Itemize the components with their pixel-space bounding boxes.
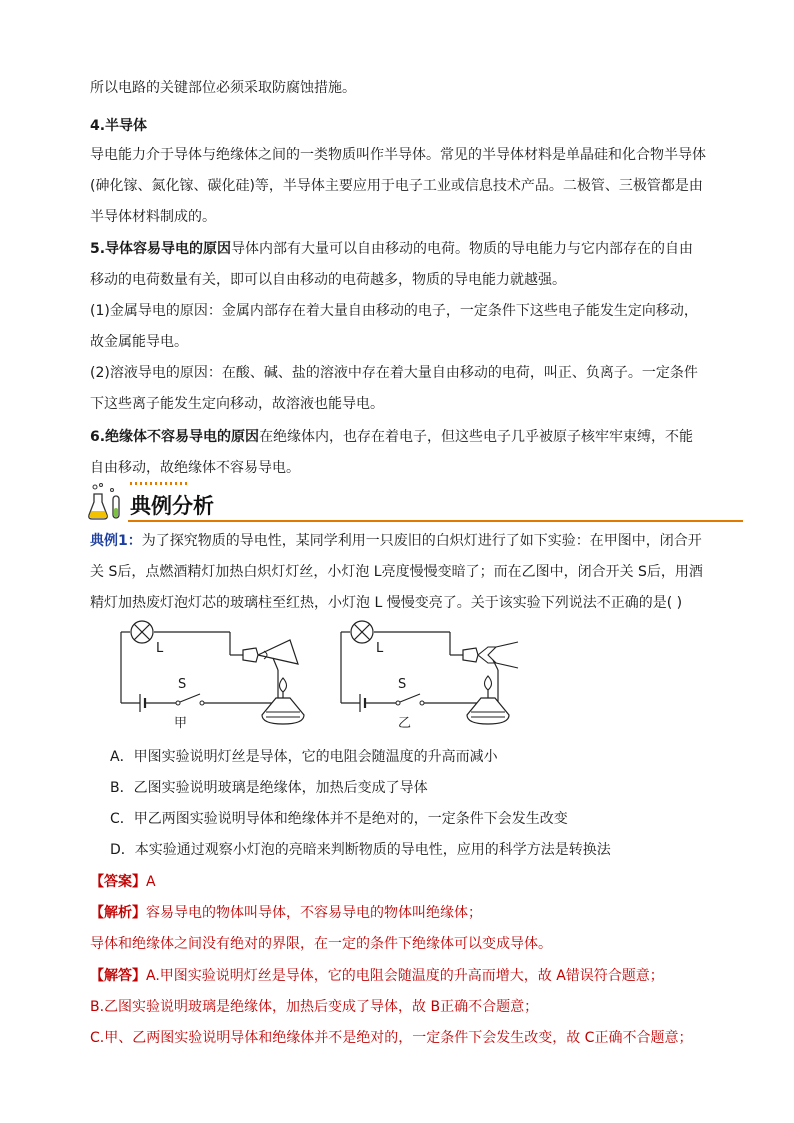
option-a: A．甲图实验说明灯丝是导体，它的电阻会随温度的升高而减小	[110, 749, 498, 765]
section-5-sub-2-line-2: 下这些离子能发生定向移动，故溶液也能导电。	[90, 396, 384, 412]
example-line-2: 关 S后，点燃酒精灯加热白炽灯灯丝，小灯泡 L亮度慢慢变暗了；而在乙图中，闭合开关 S后，用酒	[90, 564, 703, 580]
section-5-sub-2-line-1: (2)溶液导电的原因：在酸、碱、盐的溶液中存在着大量自由移动的电荷，叫正、负离子。一定条件	[90, 365, 698, 381]
analysis-line-2: 导体和绝缘体之间没有绝对的界限，在一定的条件下绝缘体可以变成导体。	[90, 936, 552, 952]
switch-icon	[180, 694, 200, 702]
solution-line-3: C.甲、乙两图实验说明导体和绝缘体并不是绝对的，一定条件下会发生改变，故 C正确不合题意；	[90, 1030, 693, 1046]
section-5-sub-1-line-2: 故金属能导电。	[90, 334, 188, 350]
option-c: C．甲乙两图实验说明导体和绝缘体并不是绝对的，一定条件下会发生改变	[110, 811, 568, 827]
figure-caption-left: 甲	[174, 716, 188, 731]
section-6-heading: 6.绝缘体不容易导电的原因	[90, 429, 260, 445]
section-5-heading: 5.导体容易导电的原因	[90, 241, 232, 257]
circuit-diagram-left	[118, 620, 323, 735]
section-6-line-2: 自由移动，故绝缘体不容易导电。	[90, 460, 300, 476]
banner-rule	[128, 520, 743, 522]
figure-caption-right: 乙	[398, 716, 412, 731]
section-4-line-3: 半导体材料制成的。	[90, 209, 216, 225]
lamp-label-right: L	[376, 641, 384, 656]
answer-value: A	[146, 874, 156, 890]
section-4-line-2: (砷化镓、氮化镓、碳化硅)等，半导体主要应用于电子工业或信息技术产品。二极管、三极管都是由	[90, 178, 703, 194]
alcohol-lamp-icon	[262, 698, 304, 724]
example-line-1	[90, 531, 702, 551]
example-label: 典例1：	[90, 533, 142, 549]
solution-text: A.甲图实验说明灯丝是导体，它的电阻会随温度的升高而增大，故 A错误符合题意；	[146, 968, 664, 984]
intro-line: 所以电路的关键部位必须采取防腐蚀措施。	[90, 80, 356, 96]
section-6-text: 在绝缘体内，也存在着电子，但这些电子几乎被原子核牢牢束缚，不能	[259, 429, 694, 445]
solution-line-2: B.乙图实验说明玻璃是绝缘体，加热后变成了导体，故 B正确不合题意；	[90, 999, 539, 1015]
section-4-line-1: 导电能力介于导体与绝缘体之间的一类物质叫作半导体。常见的半导体材料是单晶硅和化合物半导体	[90, 147, 706, 163]
flame-icon	[280, 678, 287, 692]
section-4-heading: 4.半导体	[90, 118, 148, 134]
section-5-line-1	[90, 239, 693, 259]
section-5-line-2: 移动的电荷数量有关，即可以自由移动的电荷越多，物质的导电能力就越强。	[90, 272, 566, 288]
analysis-line-1	[90, 903, 482, 923]
switch-label-right: S	[398, 677, 407, 692]
solution-line-1	[90, 966, 664, 986]
analysis-text: 容易导电的物体叫导体，不容易导电的物体叫绝缘体；	[146, 905, 482, 921]
flame-icon	[485, 676, 492, 690]
example-text: 为了探究物质的导电性，某同学利用一只废旧的白炽灯进行了如下实验：在甲图中，闭合开	[141, 533, 702, 549]
answer-tag: 【答案】	[90, 874, 146, 890]
lamp-label-left: L	[156, 641, 164, 656]
bulb-icon	[463, 648, 478, 662]
section-6-line-1	[90, 427, 693, 447]
bulb-icon	[243, 648, 258, 662]
option-b: B．乙图实验说明玻璃是绝缘体，加热后变成了导体	[110, 780, 428, 796]
section-5-sub-1-line-1: (1)金属导电的原因：金属内部存在着大量自由移动的电子，一定条件下这些电子能发生定向移动，	[90, 303, 698, 319]
analysis-tag: 【解析】	[90, 905, 146, 921]
section-5-text: 导体内部有大量可以自由移动的电荷。物质的导电能力与它内部存在的自由	[231, 241, 694, 257]
banner-title: 典例分析	[130, 494, 214, 518]
switch-label-left: S	[178, 677, 187, 692]
answer-line	[90, 872, 156, 892]
option-d: D．本实验通过观察小灯泡的亮暗来判断物质的导电性，应用的科学方法是转换法	[110, 842, 611, 858]
flask-icon	[88, 482, 126, 522]
banner-dots	[130, 482, 190, 485]
example-line-3: 精灯加热废灯泡灯芯的玻璃柱至红热，小灯泡 L 慢慢变亮了。关于该实验下列说法不正确的是( )	[90, 595, 683, 611]
solution-tag: 【解答】	[90, 968, 146, 984]
circuit-diagram-right	[338, 620, 543, 735]
switch-icon	[400, 694, 420, 702]
alcohol-lamp-icon	[467, 698, 509, 724]
section-banner	[88, 482, 743, 524]
